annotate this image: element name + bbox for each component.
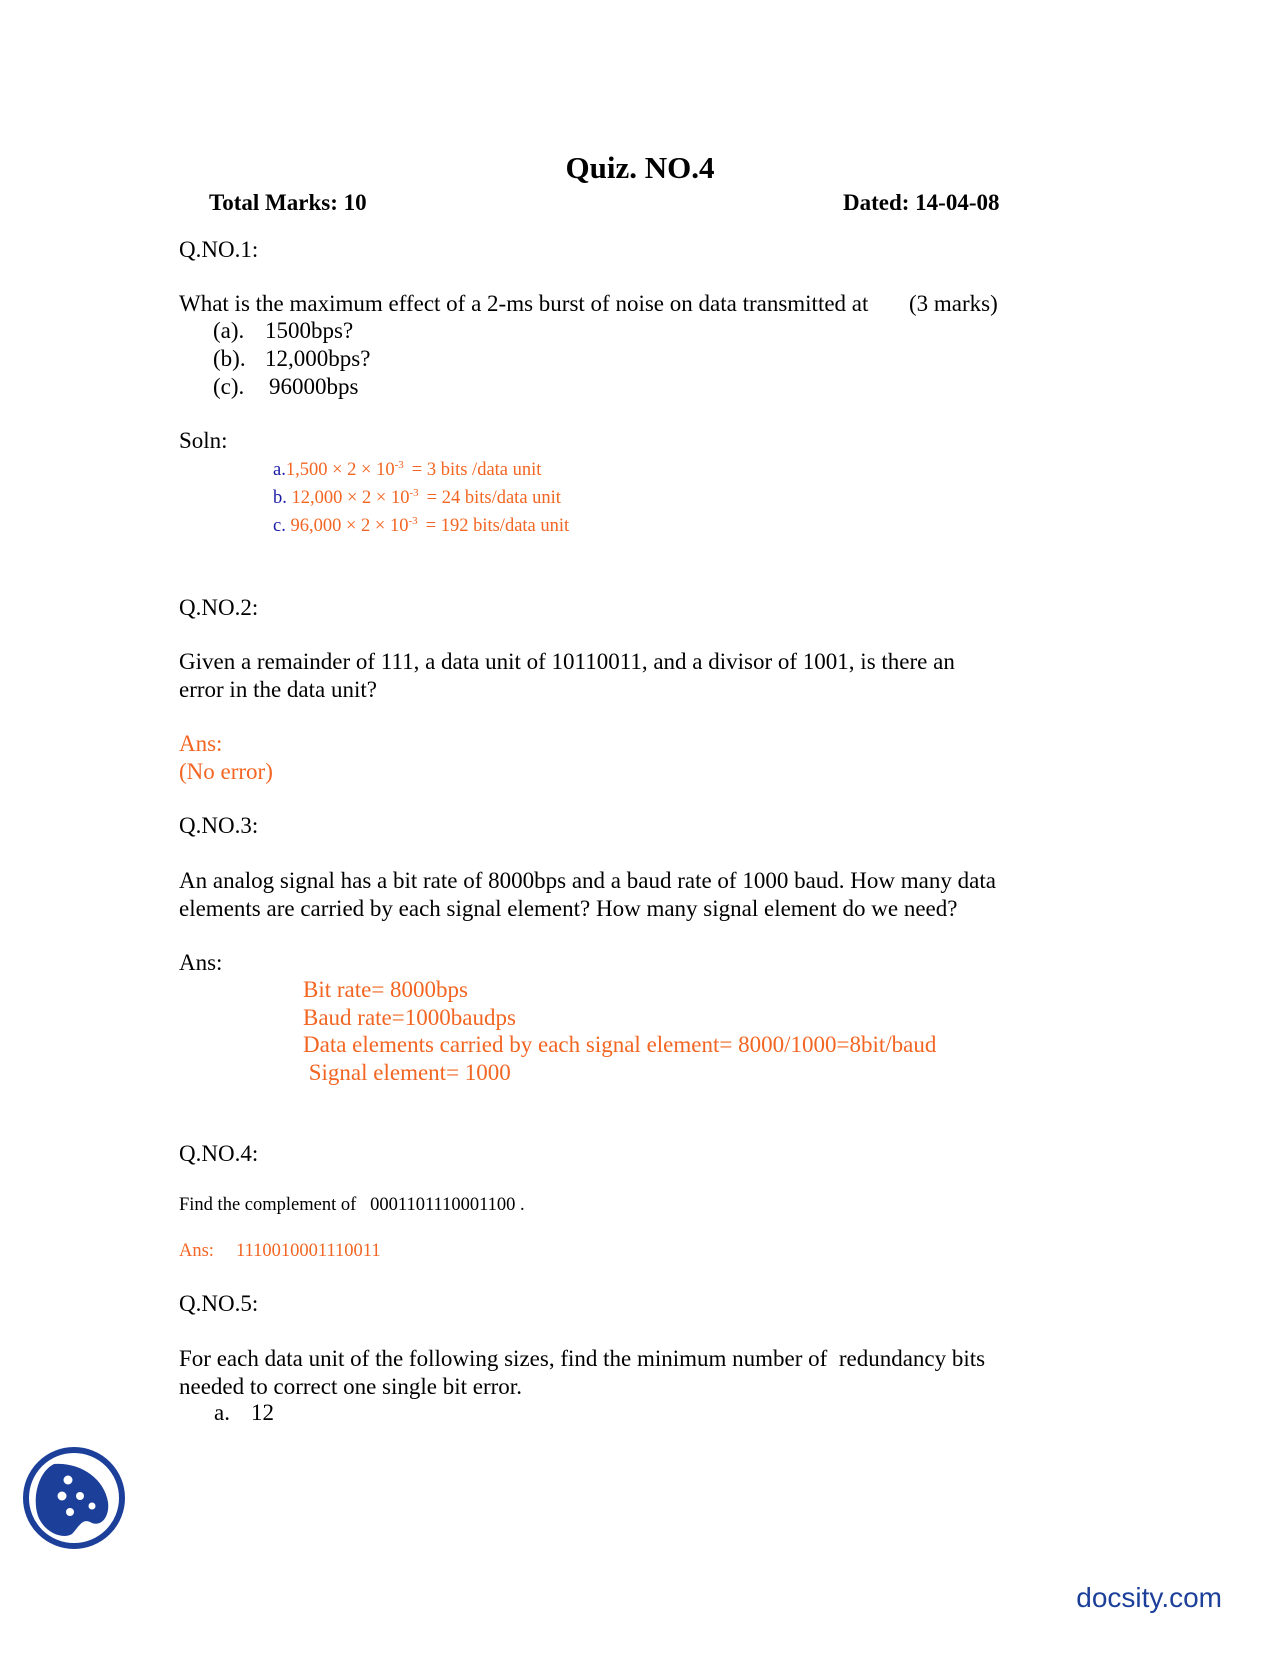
solution-result: = 3 bits /data unit — [411, 460, 542, 480]
solution-key: b. — [273, 488, 287, 508]
q1-question: What is the maximum effect of a 2-ms burst of noise on data transmitted at — [179, 291, 869, 316]
solution-exp: -3 — [408, 515, 418, 527]
q1-label: Q.NO.1: — [179, 237, 259, 262]
solution-expr: 96,000 × 2 × 10 — [285, 516, 409, 536]
q2-question-line1: Given a remainder of 111, a data unit of 10110011, and a divisor of 1001, is there an — [179, 649, 955, 674]
q2-label: Q.NO.2: — [179, 595, 259, 620]
solution-key: a. — [273, 460, 286, 480]
docsity-logo-icon — [20, 1444, 128, 1552]
solution-key: c. — [273, 516, 286, 536]
solution-result: = 24 bits/data unit — [426, 488, 561, 508]
q4-ans-label: Ans: — [179, 1241, 214, 1261]
q1-option-value: 12,000bps? — [265, 346, 371, 371]
q4-answer: 1110010001110011 — [236, 1241, 381, 1261]
q2-ans-label: Ans: — [179, 731, 223, 756]
q2-question-line2: error in the data unit? — [179, 677, 377, 702]
dated: Dated: 14-04-08 — [843, 190, 1000, 215]
q5-item-key: a. — [214, 1400, 230, 1425]
q1-solution-line — [273, 460, 541, 481]
q2-answer: (No error) — [179, 759, 273, 784]
page-title: Quiz. NO.4 — [565, 150, 715, 185]
q1-solution-line — [273, 516, 569, 537]
logo-svg — [20, 1444, 128, 1552]
total-marks: Total Marks: 10 — [209, 190, 367, 215]
brand-name[interactable]: docsity.com — [1076, 1582, 1222, 1613]
q3-ans-label: Ans: — [179, 950, 223, 975]
q3-question-line2: elements are carried by each signal element? How many signal element do we need? — [179, 896, 958, 921]
solution-result: = 192 bits/data unit — [425, 516, 570, 536]
q3-answer-line: Data elements carried by each signal element= 8000/1000=8bit/baud — [303, 1032, 937, 1057]
q1-solution-line — [273, 488, 561, 509]
q5-question-line1: For each data unit of the following sizes, find the minimum number of redundancy bits — [179, 1346, 986, 1371]
q1-marks: (3 marks) — [909, 291, 998, 316]
q1-option-value: 1500bps? — [265, 318, 354, 343]
solution-expr: 1,500 × 2 × 10 — [285, 460, 395, 480]
q5-label: Q.NO.5: — [179, 1291, 259, 1316]
q1-soln-label: Soln: — [179, 428, 228, 453]
q5-question-line2: needed to correct one single bit error. — [179, 1374, 522, 1399]
q3-answer-line: Signal element= 1000 — [303, 1060, 511, 1085]
solution-exp: -3 — [409, 487, 419, 499]
solution-expr: 12,000 × 2 × 10 — [286, 488, 410, 508]
q1-option-key: (c). — [213, 374, 245, 399]
q3-label: Q.NO.3: — [179, 813, 259, 838]
q4-label: Q.NO.4: — [179, 1141, 259, 1166]
q3-answer-line: Bit rate= 8000bps — [303, 977, 469, 1002]
solution-exp: -3 — [394, 459, 404, 471]
q1-option-value: 96000bps — [269, 374, 359, 399]
q4-question: Find the complement of 0001101110001100 . — [179, 1195, 525, 1215]
q1-option-key: (b). — [213, 346, 246, 371]
q1-option-key: (a). — [213, 318, 245, 343]
q3-answer-line: Baud rate=1000baudps — [303, 1005, 516, 1030]
q3-question-line1: An analog signal has a bit rate of 8000bps and a baud rate of 1000 baud. How many data — [179, 868, 996, 893]
q5-item-value: 12 — [251, 1400, 274, 1425]
